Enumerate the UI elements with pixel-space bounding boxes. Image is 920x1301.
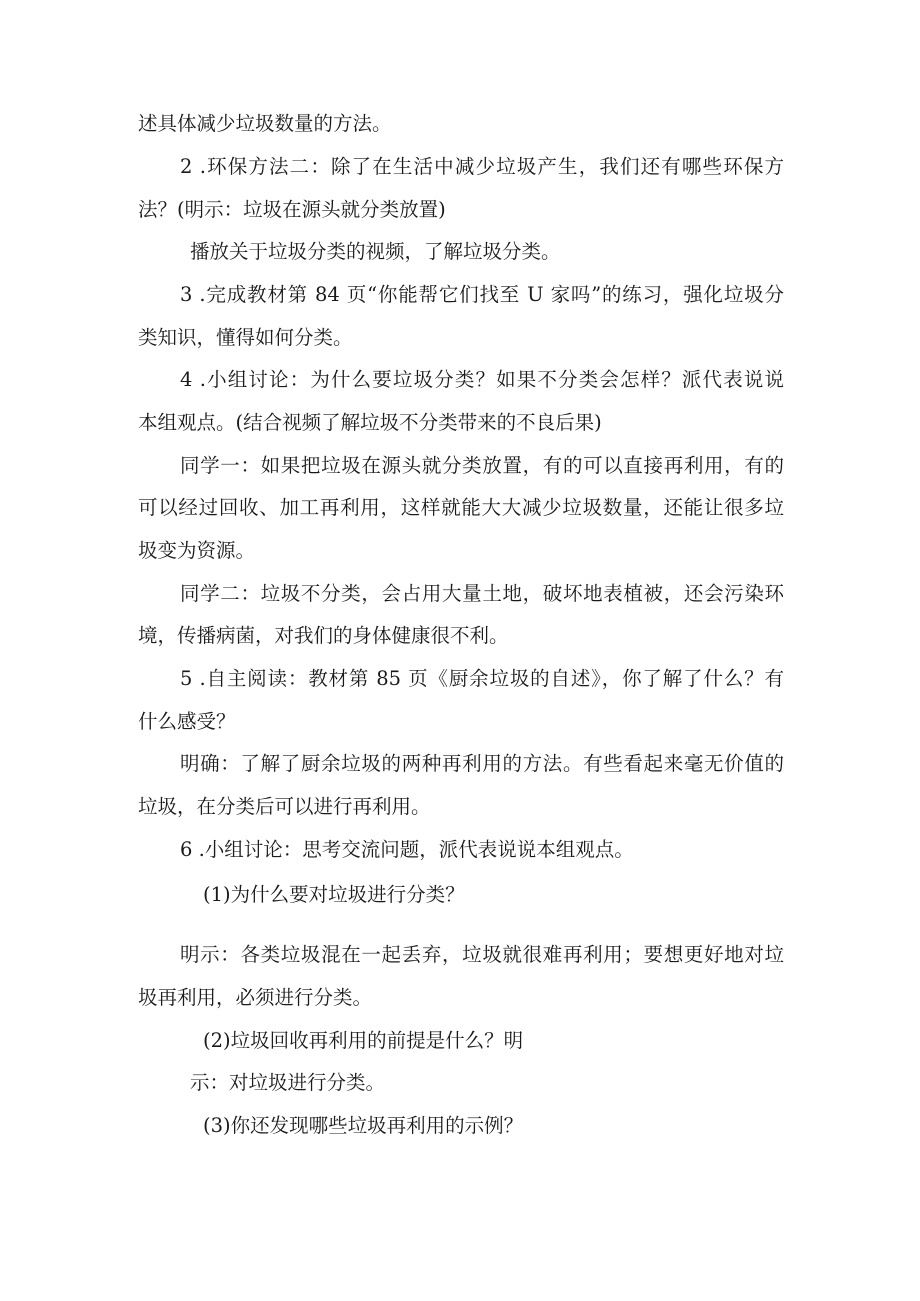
text-line-24: (3)你还发现哪些垃圾再利用的示例？ bbox=[203, 1114, 524, 1137]
text-line-19: (1)为什么要对垃圾进行分类？ bbox=[203, 883, 465, 906]
text-line-18: 6 .小组讨论：思考交流问题，派代表说说本组观点。 bbox=[180, 838, 634, 861]
text-line-1: 述具体减少垃圾数量的方法。 bbox=[138, 112, 392, 135]
text-line-20: 明示：各类垃圾混在一起丢弃，垃圾就很难再利用；要想更好地对垃 bbox=[180, 943, 784, 966]
text-line-22: (2)垃圾回收再利用的前提是什么？明 bbox=[203, 1029, 524, 1052]
text-line-13: 境，传播病菌，对我们的身体健康很不利。 bbox=[138, 624, 509, 647]
text-line-16: 明确：了解了厨余垃圾的两种再利用的方法。有些看起来毫无价值的 bbox=[180, 752, 784, 775]
text-line-4: 播放关于垃圾分类的视频，了解垃圾分类。 bbox=[190, 240, 561, 263]
text-line-9: 同学一：如果把垃圾在源头就分类放置，有的可以直接再利用，有的 bbox=[180, 454, 784, 477]
text-line-21: 圾再利用，必须进行分类。 bbox=[138, 986, 373, 1009]
text-line-14: 5 .自主阅读：教材第 85 页《厨余垃圾的自述》，你了解了什么？有 bbox=[180, 667, 784, 690]
text-line-10: 可以经过回收、加工再利用，这样就能大大减少垃圾数量，还能让很多垃 bbox=[138, 496, 784, 519]
text-line-12: 同学二：垃圾不分类，会占用大量土地，破坏地表植被，还会污染环 bbox=[180, 582, 784, 605]
text-line-23: 示：对垃圾进行分类。 bbox=[190, 1071, 386, 1094]
text-line-5: 3 .完成教材第 84 页“你能帮它们找至 U 家吗”的练习，强化垃圾分 bbox=[180, 283, 784, 306]
text-line-8: 本组观点。(结合视频了解垃圾不分类带来的不良后果) bbox=[138, 411, 602, 434]
text-line-17: 垃圾，在分类后可以进行再利用。 bbox=[138, 795, 431, 818]
text-line-7: 4 .小组讨论：为什么要垃圾分类？如果不分类会怎样？派代表说说 bbox=[180, 368, 784, 391]
text-line-11: 圾变为资源。 bbox=[138, 539, 256, 562]
text-line-15: 什么感受？ bbox=[138, 710, 236, 733]
text-line-2: 2 .环保方法二：除了在生活中减少垃圾产生，我们还有哪些环保方 bbox=[180, 155, 784, 178]
text-line-6: 类知识，懂得如何分类。 bbox=[138, 326, 353, 349]
text-line-3: 法？(明示：垃圾在源头就分类放置) bbox=[138, 198, 446, 221]
